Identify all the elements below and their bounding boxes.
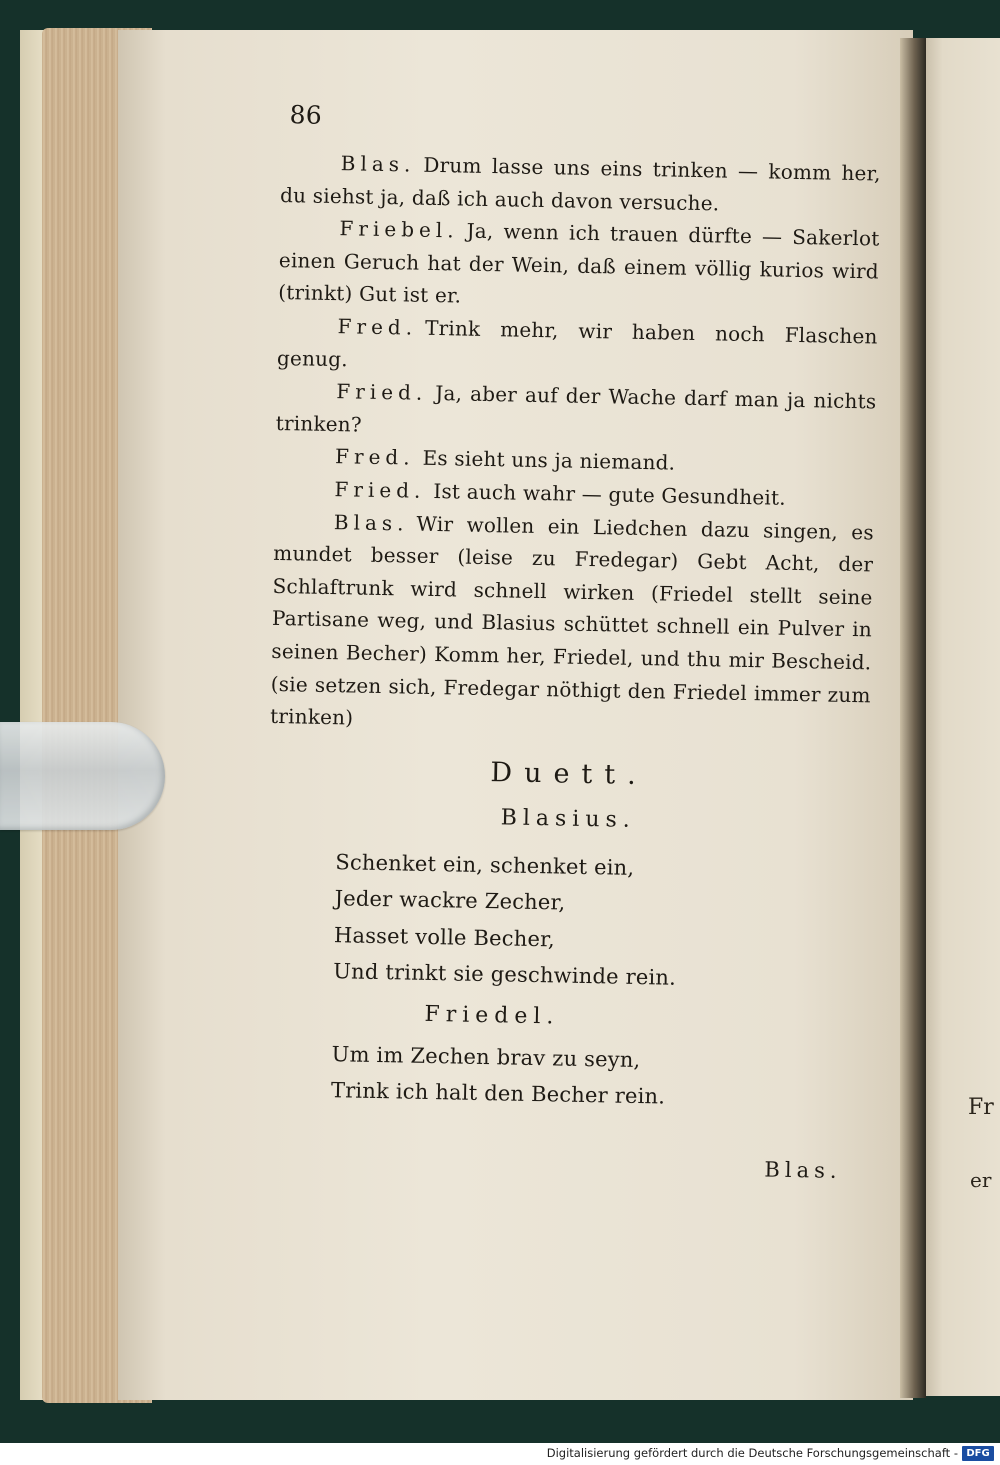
- dialogue-text: Ja, aber auf der Wache darf man ja nichts trinken?: [275, 381, 877, 437]
- verse-line: Jeder wackre Zecher,: [334, 886, 566, 915]
- verse-line: Hasset volle Becher,: [333, 922, 556, 952]
- verse-line: Schenket ein, schenket ein,: [335, 849, 635, 880]
- speaker-label: Friebel.: [339, 216, 459, 243]
- singer-heading: Friedel.: [424, 1001, 560, 1030]
- dialogue-text: Drum lasse uns eins trinken — komm her, du siehst ja, daß ich auch davon versuche.: [279, 152, 881, 216]
- speaker-label: Blas.: [333, 509, 409, 536]
- speaker-label: Fred.: [337, 314, 418, 340]
- dialogue-paragraph: [275, 374, 876, 451]
- facing-page-fragment: Fr: [968, 1095, 994, 1120]
- section-heading: Duett.: [490, 756, 649, 791]
- facing-page: [918, 38, 1000, 1396]
- dialogue-paragraph: [280, 146, 881, 223]
- dialogue-paragraph: [278, 211, 880, 320]
- facing-page-fragment: er: [970, 1168, 992, 1192]
- page-number: 86: [289, 100, 323, 130]
- speaker-label: Fried.: [334, 477, 426, 503]
- verse-line: Um im Zechen brav zu seyn,: [331, 1041, 641, 1072]
- dialogue-paragraph: [277, 309, 878, 386]
- verse-line: Und trinkt sie geschwinde rein.: [333, 959, 677, 990]
- funding-credit: Digitalisierung gefördert durch die Deutsche Forschungsgemeinschaft -: [546, 1446, 958, 1460]
- dfg-logo: DFG: [962, 1446, 994, 1461]
- speaker-label: Fried.: [336, 379, 428, 405]
- dialogue-text: Trink mehr, wir haben noch Flaschen genug.: [276, 315, 878, 371]
- speaker-label: Fred.: [334, 444, 415, 470]
- catchword: Blas.: [764, 1157, 842, 1183]
- verse-line: Trink ich halt den Becher rein.: [330, 1078, 666, 1109]
- page-text: [261, 100, 881, 1183]
- dialogue-text: Es sieht uns ja niemand.: [422, 446, 676, 475]
- page-holder-tab: [0, 722, 165, 830]
- dialogue-text: Wir wollen ein Liedchen dazu singen, es mundet besser (leise zu Fredegar) Gebt Acht, der Schlaftrunk wird schnell wirken (Friedel stellt seine Partisane weg, und Blasius schüttet schnell ein Pulver in seinen Becher) Komm her, Friedel, und thu mir Bescheid. (sie setzen sich, Fredegar nöthigt den Friedel immer zum trinken): [269, 511, 875, 730]
- dialogue-text: Ja, wenn ich trauen dürfte — Sakerlot einen Geruch hat der Wein, daß einem völlig kurios wird (trinkt) Gut ist er.: [278, 218, 880, 308]
- dialogue-text: Ist auch wahr — gute Gesundheit.: [433, 478, 787, 510]
- singer-heading: Blasius.: [500, 805, 637, 833]
- speaker-label: Blas.: [340, 151, 416, 177]
- book-gutter: [900, 38, 926, 1398]
- dialogue-paragraph: [270, 504, 874, 744]
